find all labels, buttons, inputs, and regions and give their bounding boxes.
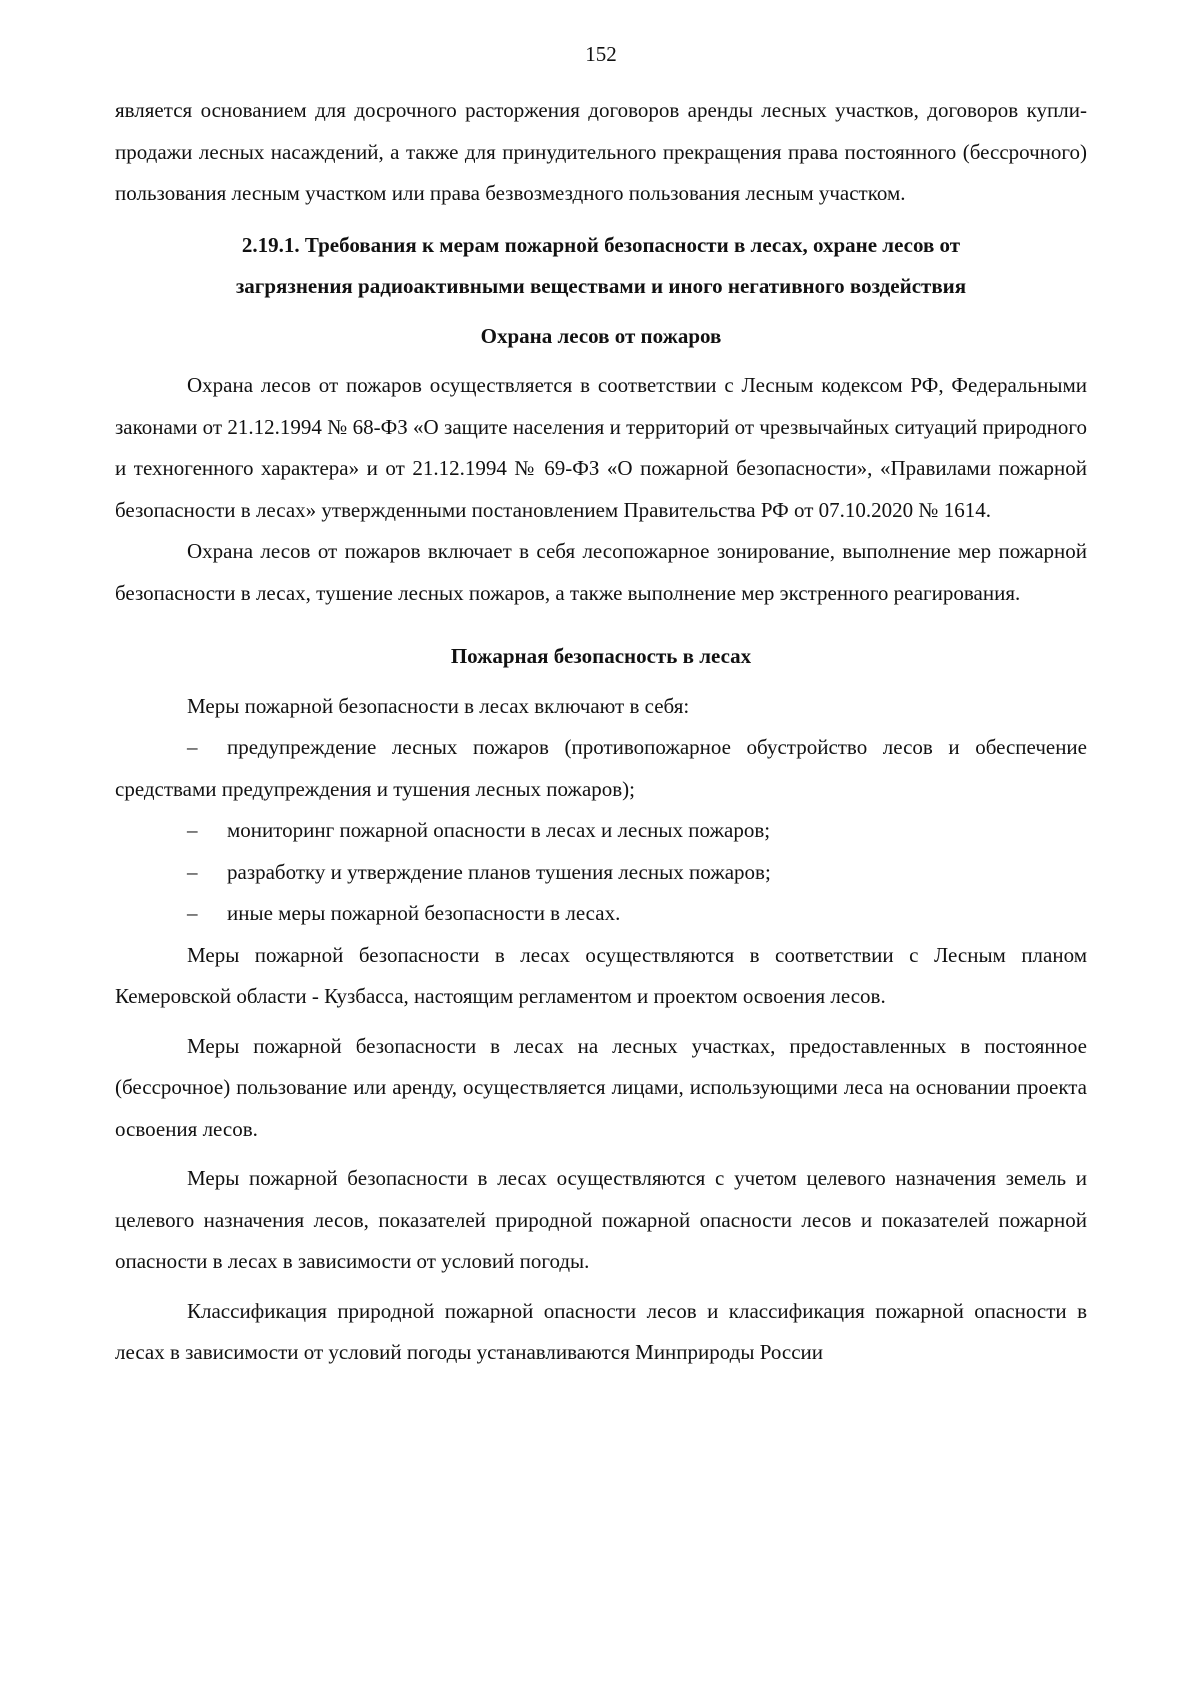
paragraph-measures-purpose: Меры пожарной безопасности в лесах осуществляются с учетом целевого назначения земель и целевого назначения лесов, показателей природной пожарной опасности лесов и показателей пожарной опасности в лесах в зависимости от условий погоды.: [115, 1166, 1087, 1273]
paragraph-measures-lease: Меры пожарной безопасности в лесах на лесных участках, предоставленных в постоянное (бессрочное) пользование или аренду, осуществляется лицами, использующими леса на основании проекта освоения лесов.: [115, 1033, 1087, 1141]
paragraph-continuation: является основанием для досрочного расторжения договоров аренды лесных участков, договоров купли-продажи лесных насаждений, а также для принудительного прекращения права постоянного (бессрочного) пользования лесным участком или права безвозмездного пользования лесным участком.: [115, 98, 1087, 205]
list-item: [115, 852, 1087, 894]
dash-marker: –: [187, 735, 198, 759]
dash-marker: –: [187, 901, 198, 925]
paragraph-measures-forest-plan: Меры пожарной безопасности в лесах осуществляются в соответствии с Лесным планом Кемеровской области - Кузбасса, настоящим регламентом и проектом освоения лесов.: [115, 942, 1087, 1008]
list-item: [115, 893, 1087, 935]
list-item-text: предупреждение лесных пожаров (противопожарное обустройство лесов и обеспечение средствами предупреждения и тушения лесных пожаров);: [115, 735, 1087, 801]
page-number: 152: [585, 42, 617, 66]
subheading-fire-protection: Охрана лесов от пожаров: [480, 323, 722, 348]
list-item-text: иные меры пожарной безопасности в лесах.: [227, 901, 621, 925]
list-item: [115, 727, 1087, 810]
dash-marker: –: [187, 859, 198, 884]
list-item-text: разработку и утверждение планов тушения лесных пожаров;: [227, 859, 771, 884]
paragraph-measures-intro: Меры пожарной безопасности в лесах включают в себя:: [187, 693, 690, 718]
paragraph-fire-protection-includes: Охрана лесов от пожаров включает в себя лесопожарное зонирование, выполнение мер пожарной безопасности в лесах, тушение лесных пожаров, а также выполнение мер экстренного реагирования.: [115, 539, 1087, 605]
paragraph-fire-protection-law: Охрана лесов от пожаров осуществляется в соответствии с Лесным кодексом РФ, Федеральными законами от 21.12.1994 № 68-ФЗ «О защите населения и территорий от чрезвычайных ситуаций природного и техногенного характера» и от 21.12.1994 № 69-ФЗ «О пожарной безопасности», «Правилами пожарной безопасности в лесах» утвержденными постановлением Правительства РФ от 07.10.2020 № 1614.: [115, 373, 1087, 522]
subheading-fire-safety: Пожарная безопасность в лесах: [450, 644, 752, 668]
section-heading-line-2: загрязнения радиоактивными веществами и иного негативного воздействия: [235, 274, 967, 298]
list-item-text: мониторинг пожарной опасности в лесах и лесных пожаров;: [227, 818, 771, 842]
paragraph-classification: Классификация природной пожарной опасности лесов и классификация пожарной опасности в лесах в зависимости от условий погоды устанавливаются Минприроды России: [115, 1298, 1087, 1364]
list-item: [115, 810, 1087, 852]
dash-marker: –: [187, 818, 198, 842]
section-heading-line-1: 2.19.1. Требования к мерам пожарной безопасности в лесах, охране лесов от: [241, 232, 961, 257]
